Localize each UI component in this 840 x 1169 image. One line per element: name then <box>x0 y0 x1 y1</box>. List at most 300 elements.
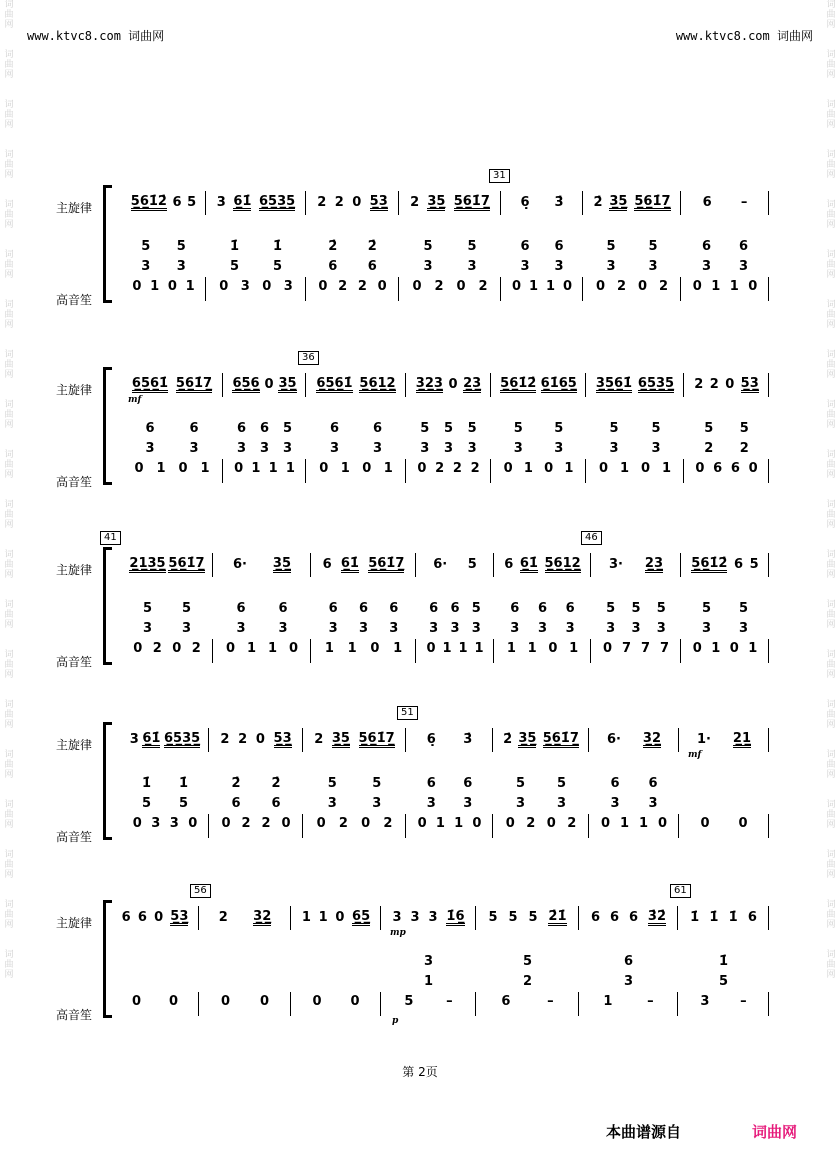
note: 1̇ <box>272 239 283 254</box>
note: 3 <box>623 974 634 989</box>
note: 0 <box>316 816 326 831</box>
note: 1 <box>150 279 160 294</box>
barline <box>405 459 406 483</box>
note: 6 <box>701 239 712 254</box>
note: 5 <box>606 601 616 616</box>
sheng-measure <box>128 816 202 831</box>
sheng-measure <box>230 441 299 456</box>
note: – <box>446 994 453 1009</box>
note: 1 <box>527 641 537 656</box>
sheng-measure <box>216 796 296 811</box>
note: 5̲6̲1̇7̲ <box>634 194 671 209</box>
dynamic-marking: mf <box>688 750 702 760</box>
note: 5 <box>528 910 538 925</box>
note: 6 <box>271 796 281 811</box>
note: 0 <box>729 641 739 656</box>
note: 6 <box>367 259 377 274</box>
sheng-measure <box>313 421 399 436</box>
note: 5 <box>141 239 151 254</box>
note: 6 <box>328 259 338 274</box>
sheng-measure <box>593 421 677 436</box>
sheng-measure <box>310 796 399 811</box>
sheng-measure <box>498 461 579 476</box>
barline <box>678 814 679 838</box>
note: 5̲3̲ <box>273 731 292 746</box>
barline <box>768 992 769 1016</box>
note: 6̲5̲3̲5̲ <box>637 376 675 391</box>
note: 0 <box>448 377 458 392</box>
note: 6̲1̇ <box>340 556 359 571</box>
sheng-measure <box>590 259 674 274</box>
sheng-measure <box>128 279 199 294</box>
note: 6 <box>426 776 436 791</box>
note: – <box>740 994 747 1009</box>
note: 6 <box>713 461 723 476</box>
note: 1 <box>383 461 393 476</box>
note: 6̣ <box>426 732 436 747</box>
melody-measure <box>423 557 487 572</box>
sheng-measure <box>413 776 486 791</box>
note: 5 <box>718 974 729 989</box>
note: 5 <box>508 910 518 925</box>
note: 5 <box>467 557 477 572</box>
note: 0 <box>640 461 651 476</box>
note: 6 <box>537 601 547 616</box>
note: 5 <box>142 601 153 616</box>
site-header-right[interactable]: www.ktvc8.com 词曲网 <box>675 29 813 43</box>
note: 6 <box>137 910 147 925</box>
sheng-part-label: 高音笙 <box>56 475 93 489</box>
note: 0 <box>598 461 609 476</box>
note: 6 <box>590 910 601 925</box>
note: 0 <box>412 279 422 294</box>
note: 5 <box>229 259 240 274</box>
barline <box>302 728 303 752</box>
note: 2 <box>434 279 444 294</box>
note: 1 <box>200 461 210 476</box>
note: 3 <box>423 259 433 274</box>
melody-measure <box>688 557 762 573</box>
note: 6 <box>702 195 712 210</box>
melody-measure <box>501 557 584 573</box>
barline <box>768 277 769 301</box>
note: 6 <box>730 461 740 476</box>
note: 0 <box>168 994 179 1009</box>
note: 3 <box>426 796 436 811</box>
note: 3̇ <box>463 732 473 747</box>
note: 2̲3̲ <box>644 556 663 571</box>
note: 1 <box>318 910 328 925</box>
note: 3 <box>513 441 523 456</box>
note: 1 <box>268 461 278 476</box>
note: 2 <box>338 816 348 831</box>
note: 0 <box>172 641 182 656</box>
note: 2̇ <box>367 239 377 254</box>
sheng-measure <box>498 441 579 456</box>
note: 1 <box>267 641 278 656</box>
note: 3̲5̲ <box>609 194 628 209</box>
barline <box>677 992 678 1016</box>
note: 1 <box>619 816 630 831</box>
score-system <box>0 527 840 667</box>
note: 3 <box>328 621 338 636</box>
sheng-measure <box>406 279 494 294</box>
note: 3 <box>282 441 293 456</box>
note: 3 <box>450 621 460 636</box>
sheng-measure <box>596 816 672 831</box>
note: 2 <box>220 732 230 747</box>
sheng-measure <box>220 641 304 656</box>
sheng-measure <box>688 601 762 616</box>
note: 0 <box>725 377 735 392</box>
note: 3 <box>515 796 526 811</box>
note: 3 <box>358 621 369 636</box>
melody-measure <box>498 377 579 393</box>
barline <box>585 459 586 483</box>
note: 3 <box>631 621 641 636</box>
note: 3 <box>429 621 439 636</box>
sheng-measure <box>318 601 409 616</box>
sheng-measure <box>686 816 762 831</box>
barline <box>490 373 491 397</box>
note: 3 <box>701 621 712 636</box>
note: 1 <box>748 641 758 656</box>
note: 6 <box>236 601 246 616</box>
note: 6 <box>609 910 619 925</box>
barline <box>208 728 209 752</box>
sheng-measure <box>128 441 216 456</box>
note: 3 <box>648 259 658 274</box>
note: 6 <box>328 601 338 616</box>
note: 6 <box>322 557 332 572</box>
barline <box>212 639 213 663</box>
note: 6 <box>734 557 744 572</box>
barline <box>677 906 678 930</box>
note: 0 <box>133 641 143 656</box>
note: 0 <box>692 641 702 656</box>
note: 2 <box>616 279 627 294</box>
note: 1 <box>458 641 468 656</box>
note: 0 <box>131 994 142 1009</box>
note: 0 <box>132 816 142 831</box>
note: 2 <box>241 816 251 831</box>
note: 3̲5̲ <box>278 376 297 391</box>
note: 3 <box>236 621 246 636</box>
note: 5̲6̲1̇2̇ <box>130 194 167 209</box>
note: 3 <box>443 441 453 456</box>
barline <box>768 906 769 930</box>
note: 2 <box>238 732 248 747</box>
note: 1 <box>619 461 630 476</box>
note: 3 <box>176 259 186 274</box>
sheng-measure <box>483 994 572 1009</box>
sheng-measure <box>406 259 494 274</box>
note: 0 <box>544 461 554 476</box>
note: 6· <box>606 732 621 747</box>
note: 5̲3̲ <box>740 376 759 391</box>
note: 5 <box>471 601 481 616</box>
sheng-measure <box>596 796 672 811</box>
note: 3 <box>471 621 481 636</box>
footer-brand-link[interactable]: 词曲网 <box>752 1123 798 1141</box>
barline <box>590 639 591 663</box>
note: 0 <box>259 994 270 1009</box>
sheng-measure <box>688 279 762 294</box>
sheng-measure <box>691 461 762 476</box>
note: 5 <box>749 557 759 572</box>
note: 6 <box>145 421 155 436</box>
dynamic-marking: p <box>392 1016 399 1026</box>
note: 6 <box>121 910 131 925</box>
sheng-measure <box>313 239 392 254</box>
note: 5 <box>515 776 526 791</box>
sheng-measure <box>590 239 674 254</box>
note: 5 <box>704 421 714 436</box>
melody-measure <box>590 195 674 211</box>
sheng-measure <box>500 816 582 831</box>
sheng-measure <box>128 796 202 811</box>
note: 0 <box>361 816 371 831</box>
note: 1 <box>545 279 556 294</box>
sheng-measure <box>508 239 576 254</box>
sheng-measure <box>128 601 206 616</box>
note: 0 <box>595 279 606 294</box>
rehearsal-mark: 36 <box>298 351 319 365</box>
note: 1 <box>393 641 403 656</box>
rehearsal-mark: 31 <box>489 169 510 183</box>
note: 5̲3̲ <box>369 194 388 209</box>
note: 5 <box>282 421 293 436</box>
sheng-measure <box>310 816 399 831</box>
note: 0 <box>134 461 144 476</box>
note: 3 <box>410 910 420 925</box>
note: 3 <box>554 259 564 274</box>
note: 0 <box>264 377 274 392</box>
sheng-measure <box>388 974 469 989</box>
note: 3 <box>467 441 477 456</box>
note: 5 <box>606 239 616 254</box>
barline <box>198 992 199 1016</box>
score-system <box>0 702 840 842</box>
melody-measure <box>298 910 374 926</box>
sheng-measure <box>318 641 409 656</box>
note: 5 <box>420 421 430 436</box>
note: 6 <box>172 195 182 210</box>
note: 0 <box>417 461 427 476</box>
sheng-measure <box>423 641 487 656</box>
note: 0 <box>692 279 702 294</box>
note: 1 <box>729 279 739 294</box>
note: 0 <box>262 279 272 294</box>
melody-measure <box>128 377 216 393</box>
note: 6 <box>389 601 399 616</box>
barline <box>582 191 583 215</box>
note: 2̲1̲3̲5̲ <box>129 556 166 571</box>
barline <box>305 459 306 483</box>
note: 1 <box>523 461 533 476</box>
note: 2̇ <box>328 239 338 254</box>
note: 0 <box>335 910 345 925</box>
note: 0 <box>600 816 611 831</box>
note: 6 <box>329 421 340 436</box>
barline <box>290 906 291 930</box>
note: 2 <box>383 816 393 831</box>
note: 3 <box>420 441 430 456</box>
note: 3 <box>565 621 575 636</box>
note: 3 <box>510 621 520 636</box>
note: 5̲6̲1̇7̲ <box>358 731 395 746</box>
note: 6̲1̇ <box>142 731 161 746</box>
note: 3 <box>738 259 749 274</box>
note: 2̇ <box>271 776 281 791</box>
melody-measure <box>586 910 671 926</box>
note: 6̲1̇ <box>519 556 538 571</box>
note: 5 <box>609 421 619 436</box>
sheng-measure <box>413 421 484 436</box>
sheng-measure <box>310 776 399 791</box>
melody-part-label: 主旋律 <box>56 916 93 930</box>
sheng-measure <box>598 601 674 616</box>
sheng-part-label: 高音笙 <box>56 1008 93 1022</box>
note: 6 <box>429 601 439 616</box>
barline <box>475 992 476 1016</box>
note: 1 <box>506 641 516 656</box>
note: 1̇6̲ <box>446 909 465 924</box>
note: 3 <box>467 259 477 274</box>
note: 7 <box>659 641 670 656</box>
note: 3 <box>554 441 564 456</box>
sheng-measure <box>313 461 399 476</box>
rehearsal-mark: 61 <box>670 884 691 898</box>
system-brace <box>103 185 112 303</box>
sheng-measure <box>691 421 762 436</box>
note: 5 <box>739 421 749 436</box>
melody-part-label: 主旋律 <box>56 563 93 577</box>
sheng-measure <box>508 279 576 294</box>
note: 5̲3̲ <box>170 909 189 924</box>
note: 1 <box>474 641 484 656</box>
barline <box>305 191 306 215</box>
note: 0 <box>220 994 231 1009</box>
sheng-measure <box>483 974 572 989</box>
note: 2 <box>526 816 536 831</box>
note: 0 <box>503 461 513 476</box>
note: 6̲5̲3̲5̲ <box>259 194 296 209</box>
sheng-measure <box>413 461 484 476</box>
sheng-measure <box>206 994 284 1009</box>
sheng-measure <box>501 621 584 636</box>
note: 3 <box>700 994 710 1009</box>
note: 3 <box>141 259 151 274</box>
note: 0 <box>456 279 466 294</box>
note: 6 <box>747 910 757 925</box>
note: 6 <box>520 239 530 254</box>
sheng-measure <box>313 279 392 294</box>
note: 1 <box>156 461 166 476</box>
note: 2 <box>658 279 669 294</box>
melody-measure <box>388 910 469 926</box>
sheng-measure <box>128 259 199 274</box>
note: 3 <box>329 441 340 456</box>
note: 5 <box>176 239 186 254</box>
note: 3 <box>145 441 155 456</box>
note: 3̲2̲ <box>253 909 272 924</box>
side-watermark-left: 词 曲 网 词 曲 网 词 曲 网 词 曲 网 词 曲 网 词 曲 网 词 曲 网 词 曲 网 词 曲 网 词 曲 网 词 曲 网 词 曲 网 词 曲 网 词 曲 网 词 曲 网 词 曲 网 词 曲 网 词 曲 网 词 曲 网 词 曲 网 <box>4 0 14 980</box>
melody-measure <box>318 557 409 573</box>
note: – <box>647 994 654 1009</box>
note: 3 <box>240 279 250 294</box>
note: 0 <box>362 461 372 476</box>
melody-part-label: 主旋律 <box>56 383 93 397</box>
barline <box>680 191 681 215</box>
sheng-measure <box>586 954 671 969</box>
melody-measure <box>508 195 576 210</box>
note: 6· <box>433 557 448 572</box>
note: 0 <box>319 461 329 476</box>
site-header-left[interactable]: www.ktvc8.com 词曲网 <box>27 29 165 43</box>
sheng-measure <box>388 954 469 969</box>
sheng-measure <box>586 994 671 1009</box>
rehearsal-mark: 56 <box>190 884 211 898</box>
melody-measure <box>406 195 494 211</box>
sheng-measure <box>500 796 582 811</box>
sheng-measure <box>230 421 299 436</box>
sheng-measure <box>213 259 299 274</box>
barline <box>310 553 311 577</box>
note: 3 <box>189 441 199 456</box>
note: 2 <box>152 641 162 656</box>
sheng-measure <box>598 621 674 636</box>
note: 3 <box>392 910 402 925</box>
melody-measure <box>593 377 677 393</box>
barline <box>588 728 589 752</box>
note: 3 <box>259 441 270 456</box>
note: 3̇2̇ <box>647 909 667 924</box>
note: 3 <box>648 796 658 811</box>
sheng-measure <box>688 239 762 254</box>
sheng-part-label: 高音笙 <box>56 830 93 844</box>
barline <box>493 553 494 577</box>
sheng-measure <box>216 816 296 831</box>
note: 2̇ <box>231 776 241 791</box>
score-system <box>0 347 840 487</box>
barline <box>768 191 769 215</box>
note: 3 <box>278 621 288 636</box>
melody-measure <box>688 195 762 210</box>
sheng-measure <box>593 441 677 456</box>
rehearsal-mark: 46 <box>581 531 602 545</box>
note: 2̇ <box>503 732 513 747</box>
note: 1 <box>423 974 434 989</box>
sheng-measure <box>685 994 762 1009</box>
note: 6 <box>259 421 270 436</box>
note: 2 <box>191 641 201 656</box>
note: 3 <box>609 441 619 456</box>
barline <box>405 728 406 752</box>
melody-measure <box>685 910 762 925</box>
note: 1 <box>324 641 334 656</box>
note: 5 <box>522 954 533 969</box>
melody-measure <box>500 732 582 748</box>
note: 6 <box>510 601 520 616</box>
note: 0 <box>154 910 164 925</box>
sheng-measure <box>685 974 762 989</box>
note: 5̲6̲1̲2̲ <box>359 376 396 391</box>
note: 5̲6̲1̇7̲ <box>368 556 405 571</box>
note: 1 <box>564 461 574 476</box>
note: – <box>547 994 554 1009</box>
melody-measure <box>598 557 674 573</box>
